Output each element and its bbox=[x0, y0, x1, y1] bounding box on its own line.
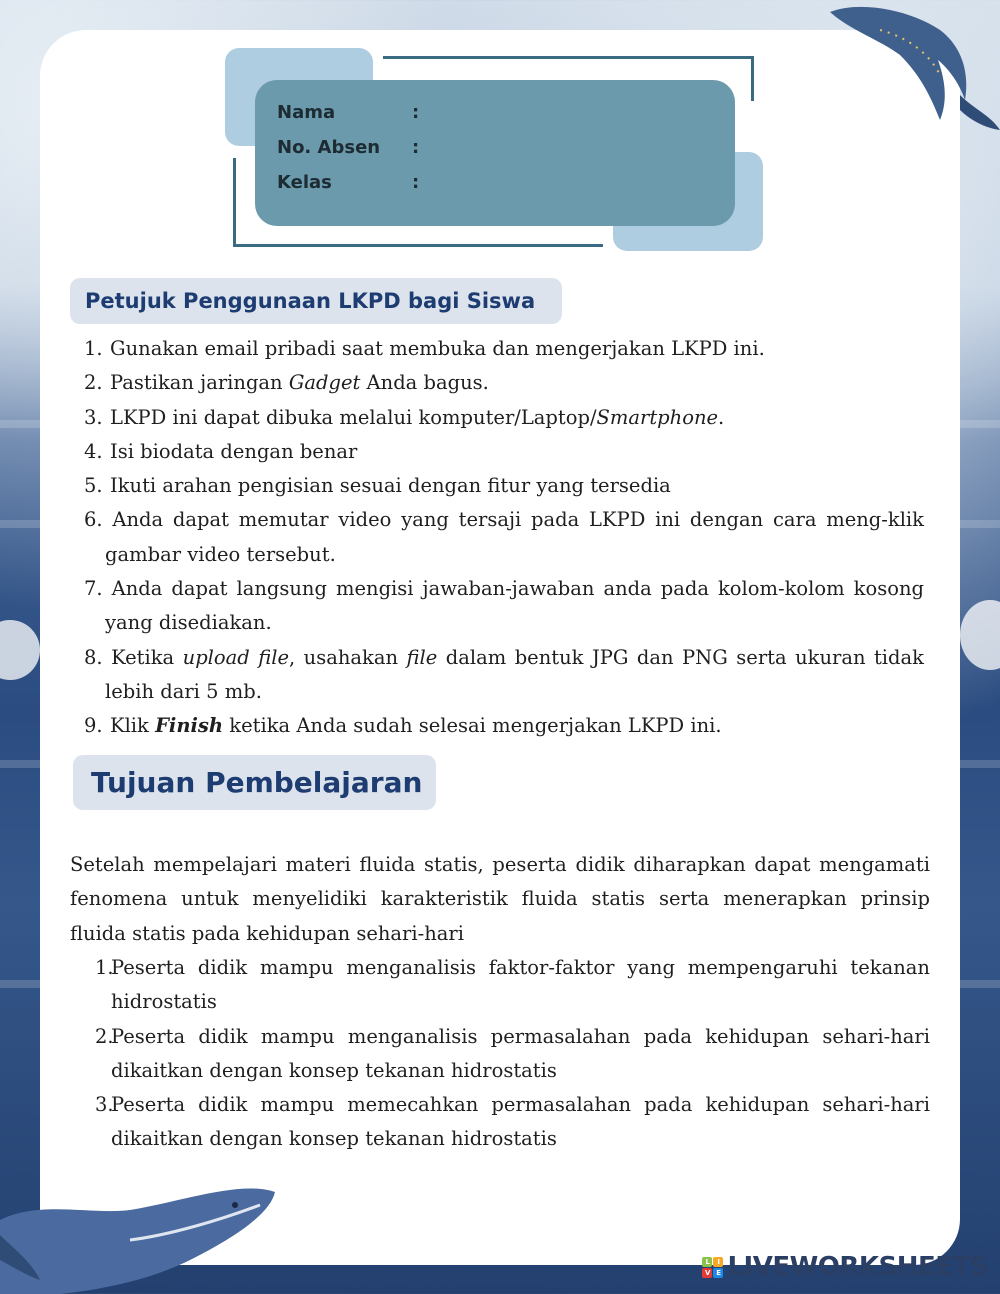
instructions-heading: Petujuk Penggunaan LKPD bagi Siswa bbox=[70, 278, 562, 324]
item-number: 8. bbox=[84, 645, 103, 669]
item-number: 1. bbox=[84, 337, 103, 360]
logo-text: LIVEWORKSHEETS bbox=[727, 1252, 988, 1282]
list-item bbox=[84, 332, 924, 366]
list-item bbox=[84, 435, 924, 469]
item-number: 2. bbox=[95, 1024, 114, 1048]
class-label: Kelas bbox=[277, 172, 332, 193]
instructions-list bbox=[84, 332, 924, 744]
list-item bbox=[84, 709, 924, 743]
objectives-heading: Tujuan Pembelajaran bbox=[73, 755, 436, 810]
list-item bbox=[84, 503, 924, 572]
item-text: Peserta didik mampu memecahkan permasalahan pada kehidupan sehari-hari dikaitkan dengan konsep tekanan hidrostatis bbox=[111, 1093, 930, 1151]
whale-illustration-top bbox=[820, 0, 1000, 140]
item-text: Peserta didik mampu menganalisis faktor-faktor yang mempengaruhi tekanan hidrostatis bbox=[111, 956, 930, 1014]
decor-line bbox=[233, 244, 603, 247]
name-label: Nama bbox=[277, 102, 336, 123]
item-text: Anda dapat memutar video yang tersaji pada LKPD ini dengan cara meng-klik gambar video tersebut. bbox=[105, 508, 924, 566]
list-item bbox=[84, 469, 924, 503]
item-number: 4. bbox=[84, 439, 103, 463]
sea-foam bbox=[960, 600, 1000, 670]
item-text: Klik Finish ketika Anda sudah selesai mengerjakan LKPD ini. bbox=[110, 714, 722, 738]
student-info-box bbox=[225, 48, 765, 258]
field-separator: : bbox=[412, 137, 420, 158]
list-item bbox=[95, 1088, 930, 1157]
list-item bbox=[95, 951, 930, 1020]
item-text: Ketika upload file, usahakan file dalam bentuk JPG dan PNG serta ukuran tidak lebih dari 5 mb. bbox=[105, 645, 924, 703]
absence-number-label: No. Absen bbox=[277, 137, 381, 158]
item-text: Ikuti arahan pengisian sesuai dengan fitur yang tersedia bbox=[110, 474, 671, 498]
item-number: 2. bbox=[84, 371, 103, 395]
list-item bbox=[95, 1020, 930, 1089]
list-item bbox=[84, 572, 924, 641]
objectives-list bbox=[95, 951, 930, 1157]
decor-line bbox=[233, 158, 236, 246]
decor-line bbox=[751, 56, 754, 101]
item-number: 3. bbox=[84, 405, 103, 429]
item-number: 1. bbox=[95, 956, 114, 979]
class-field[interactable] bbox=[277, 172, 420, 193]
name-field[interactable] bbox=[277, 102, 420, 123]
item-text: Anda dapat langsung mengisi jawaban-jawaban anda pada kolom-kolom kosong yang disediakan. bbox=[105, 577, 924, 635]
item-text: Pastikan jaringan Gadget Anda bagus. bbox=[110, 371, 489, 395]
item-text: LKPD ini dapat dibuka melalui komputer/Laptop/Smartphone. bbox=[110, 405, 725, 429]
item-text: Peserta didik mampu menganalisis permasalahan pada kehidupan sehari-hari dikaitkan dengan konsep tekanan hidrostatis bbox=[111, 1024, 930, 1082]
whale-illustration-bottom bbox=[0, 1180, 290, 1294]
absence-number-field[interactable] bbox=[277, 137, 420, 158]
logo-icon: L I V E bbox=[702, 1257, 723, 1278]
list-item bbox=[84, 641, 924, 710]
field-separator: : bbox=[412, 102, 420, 123]
item-number: 3. bbox=[95, 1093, 114, 1117]
item-text: Isi biodata dengan benar bbox=[110, 439, 358, 463]
field-separator: : bbox=[412, 172, 420, 193]
student-info-panel bbox=[255, 80, 735, 226]
item-number: 7. bbox=[84, 577, 103, 601]
sea-foam bbox=[0, 620, 40, 680]
item-number: 5. bbox=[84, 474, 103, 498]
item-text: Gunakan email pribadi saat membuka dan mengerjakan LKPD ini. bbox=[110, 337, 765, 360]
list-item bbox=[84, 366, 924, 400]
liveworksheets-logo[interactable] bbox=[702, 1252, 988, 1282]
item-number: 6. bbox=[84, 508, 103, 532]
item-number: 9. bbox=[84, 714, 103, 738]
list-item bbox=[84, 401, 924, 435]
decor-line bbox=[383, 56, 753, 59]
objectives-intro: Setelah mempelajari materi fluida statis, peserta didik diharapkan dapat mengamati fenomena untuk menyelidiki karakteristik fluida statis serta menerapkan prinsip fluida statis pada kehidupan sehari-hari bbox=[70, 853, 930, 945]
